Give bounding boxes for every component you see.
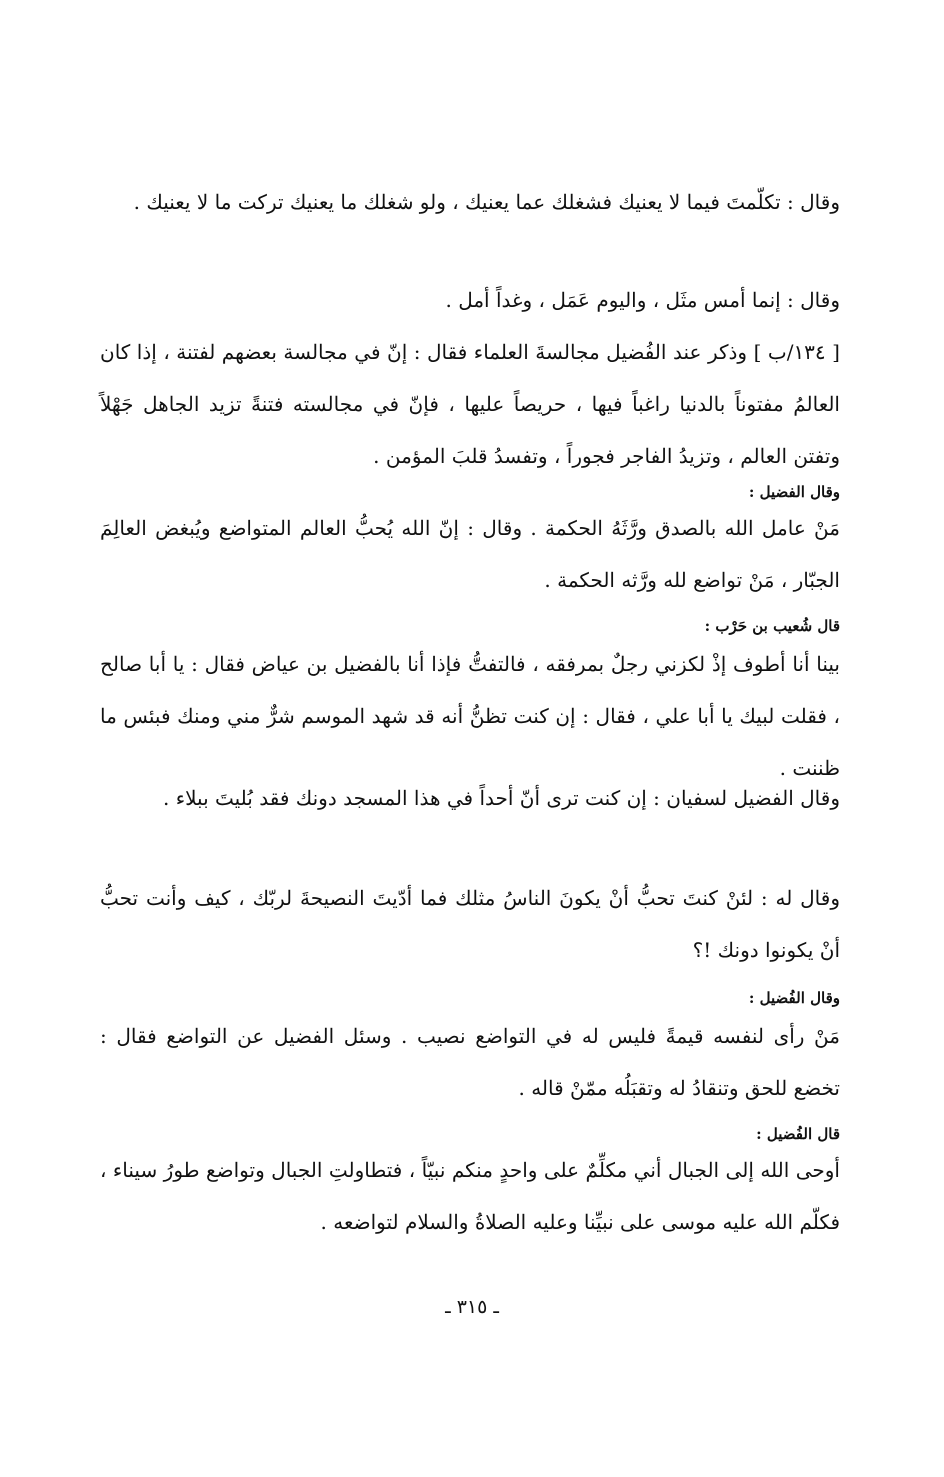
section-heading: وقال الفُضيل :: [748, 989, 840, 1007]
paragraph-text: مَنْ رأى لنفسه قيمةً فليس له في التواضع نصيب . وسئل الفضيل عن التواضع فقال : تخضع للحق وتنقادُ له وتقبَلُه ممّنْ قاله .: [100, 1024, 840, 1100]
paragraph-scholars: [100, 326, 840, 482]
paragraph-speech: [100, 176, 840, 228]
paragraph-wisdom: [100, 502, 840, 606]
paragraph-text: مَنْ عامل الله بالصدق ورَّثَهُ الحكمة . وقال : إنّ الله يُحبُّ العالم المتواضع ويُبغض العالِمَ الجبّار ، مَنْ تواضع لله ورَّثه الحكمة .: [100, 516, 840, 592]
page-number: ـ ٣١٥ ـ: [445, 1296, 499, 1318]
section-heading: وقال الفضيل :: [748, 483, 840, 501]
paragraph-text: وقال : تكلّمتَ فيما لا يعنيك فشغلك عما يعنيك ، ولو شغلك ما يعنيك تركت ما لا يعنيك .: [133, 190, 840, 214]
paragraph-text: وقال : إنما أمس مثَل ، واليوم عَمَل ، وغداً أمل .: [445, 288, 840, 312]
paragraph-yesterday: [100, 274, 840, 326]
paragraph-text: وقال الفضيل لسفيان : إن كنت ترى أنّ أحداً في هذا المسجد دونك فقد بُليتَ ببلاء .: [163, 786, 840, 810]
paragraph-mountains: [100, 1144, 840, 1248]
paragraph-text: وقال له : لئنْ كنتَ تحبُّ أنْ يكونَ الناسُ مثلك فما أدّيتَ النصيحةَ لربّك ، كيف وأنت تحبُّ أنْ يكونوا دونك !؟: [100, 886, 840, 962]
section-heading: قال الفُضيل :: [756, 1125, 840, 1143]
paragraph-advice: [100, 872, 840, 976]
paragraph-sufyan: [100, 772, 840, 824]
paragraph-humility: [100, 1010, 840, 1114]
paragraph-text: بينا أنا أطوف إذْ لكزني رجلٌ بمرفقه ، فالتفتُّ فإذا أنا بالفضيل بن عياض فقال : يا أبا صالح ، فقلت لبيك يا أبا علي ، فقال : إن كنت تظنُّ أنه قد شهد الموسم شرٌّ مني ومنك فبئس ما ظننت .: [100, 652, 841, 780]
paragraph-text: [ ١٣٤/ب ] وذكر عند الفُضيل مجالسةَ العلماء فقال : إنّ في مجالسة بعضهم لفتنة ، إذا كان العالمُ مفتوناً بالدنيا راغباً فيها ، حريصاً عليها ، فإنّ في مجالسته فتنةً تزيد الجاهل جَهْلاً وتفتن العالم ، وتزيدُ الفاجر فجوراً ، وتفسدُ قلبَ المؤمن .: [100, 340, 840, 468]
section-heading: قال شُعيب بن حَرْب :: [704, 617, 840, 635]
paragraph-tawaf: [100, 638, 840, 794]
paragraph-text: أوحى الله إلى الجبال أني مكلِّمٌ على واحدٍ منكم نبيّاً ، فتطاولتِ الجبال وتواضع طورُ سيناء ، فكلّم الله عليه موسى على نبيِّنا وعليه الصلاةُ والسلام لتواضعه .: [100, 1158, 840, 1234]
